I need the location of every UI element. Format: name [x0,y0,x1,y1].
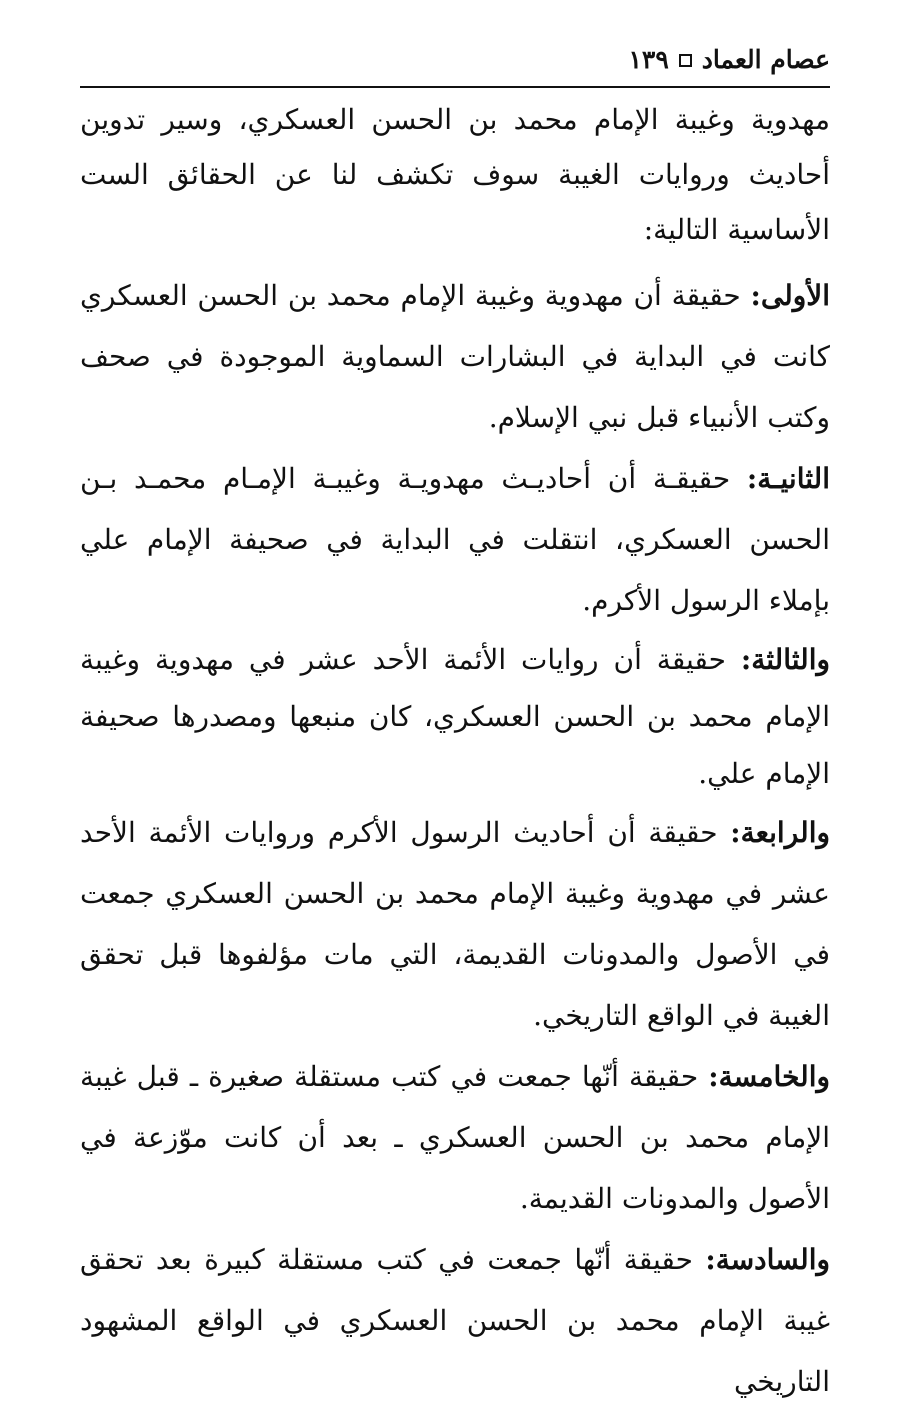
square-ornament-icon [679,54,692,67]
book-title: عصام العماد [701,44,830,74]
header-rule [80,86,830,88]
running-header [80,36,830,82]
paragraph-text: حقيقة أن مهدوية وغيبة الإمام محمد بن الحسن العسكري كانت في البداية في البشارات السماوية الموجودة في صحف وكتب الأنبياء قبل نبي الإسلام. [80,279,830,434]
paragraph-fifth-fact [80,1046,830,1229]
paragraph-text: حقيقة أن روايات الأئمة الأحد عشر في مهدوية وغيبة الإمام محمد بن الحسن العسكري، كان منبعها ومصدرها صحيفة الإمام علي. [80,643,830,790]
paragraph-lead: والثالثة: [740,643,830,676]
body-text [80,92,830,1412]
page-number: ١٣٩ [628,44,669,74]
paragraph-lead: والسادسة: [705,1243,830,1276]
paragraph-text: حقيقة أنّها جمعت في كتب مستقلة كبيرة بعد تحقق غيبة الإمام محمد بن الحسن العسكري في الواقع المشهود التاريخي [80,1243,830,1398]
paragraph-lead: والخامسة: [708,1060,830,1093]
paragraph-text: حقيقة أنّها جمعت في كتب مستقلة صغيرة ـ قبل غيبة الإمام محمد بن الحسن العسكري ـ بعد أن كانت موّزعة في الأصول والمدونات القديمة. [80,1060,830,1215]
paragraph-text: مهدوية وغيبة الإمام محمد بن الحسن العسكري، وسير تدوين أحاديث وروايات الغيبة سوف تكشف لنا عن الحقائق الست الأساسية التالية: [80,103,830,246]
paragraph-fourth-fact [80,802,830,1046]
paragraph-text: حقيقة أن أحاديث الرسول الأكرم وروايات الأئمة الأحد عشر في مهدوية وغيبة الإمام محمد بن الحسن العسكري جمعت في الأصول والمدونات القديمة، التي مات مؤلفوها قبل تحقق الغيبة في الواقع التاريخي. [80,816,830,1032]
paragraph-text: حقيقـة أن أحاديـث مهدويـة وغيبـة الإمـام محمـد بـن الحسن العسكري، انتقلت في البداية في صحيفة الإمام علي بإملاء الرسول الأكرم. [80,462,830,617]
paragraph-intro [80,92,830,257]
paragraph-lead: الأولى: [750,279,830,312]
paragraph-second-fact [80,448,830,631]
paragraph-first-fact [80,265,830,448]
paragraph-lead: والرابعة: [730,816,830,849]
paragraph-third-fact [80,631,830,802]
paragraph-sixth-fact [80,1229,830,1412]
paragraph-lead: الثانيـة: [746,462,830,495]
